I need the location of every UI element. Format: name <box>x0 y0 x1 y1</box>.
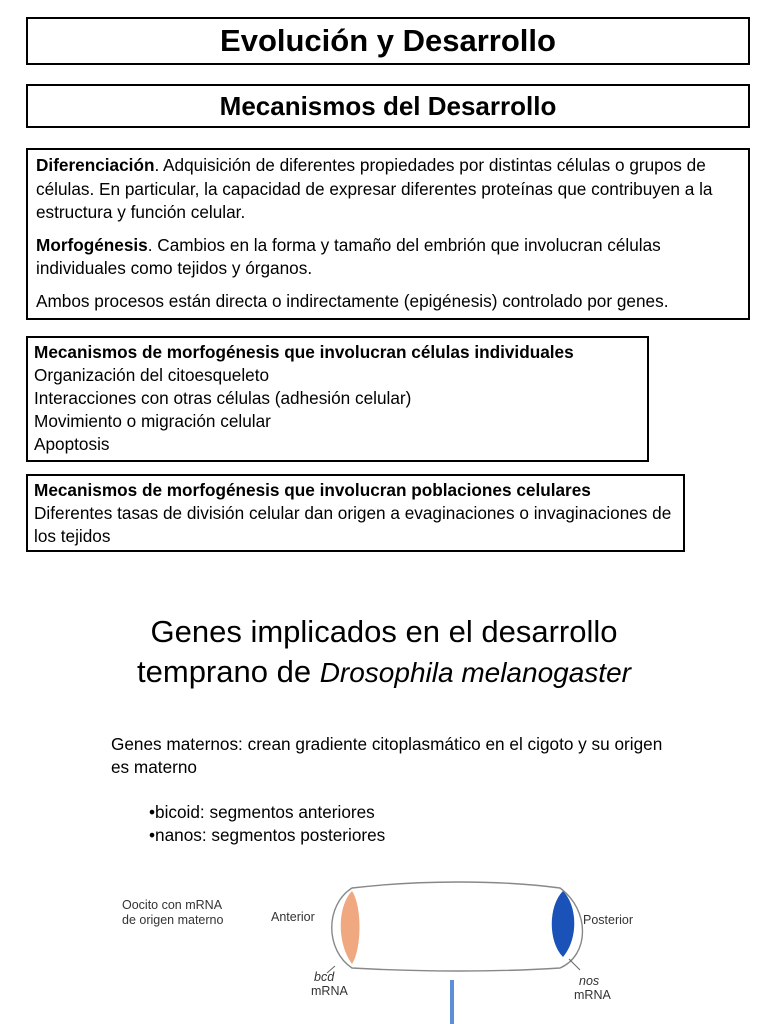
list-item: •nanos: segmentos posteriores <box>149 825 386 845</box>
nos-pointer <box>569 959 580 970</box>
maternal-genes-text: Genes maternos: crean gradiente citoplasmático en el cigoto y su origen es materno <box>111 734 663 777</box>
bcd-mrna-region <box>341 891 360 964</box>
bcd-label: bcd <box>314 970 335 984</box>
genes-title-prefix: temprano de <box>137 654 320 689</box>
anterior-label: Anterior <box>271 910 315 924</box>
oocyte-label-line1: Oocito con mRNA <box>122 898 223 912</box>
bcd-mrna-label: mRNA <box>311 984 348 998</box>
diferenciacion-term: Diferenciación <box>36 155 155 175</box>
morfogenesis-text: . Cambios en la forma y tamaño del embrión que involucran células individuales como tejidos y órganos. <box>36 234 661 278</box>
main-title: Evolución y Desarrollo <box>220 23 556 58</box>
main-title-box <box>26 17 750 65</box>
genes-title-line1: Genes implicados en el desarrollo <box>150 614 618 649</box>
oocyte-outline <box>332 882 583 971</box>
individual-cells-heading: Mecanismos de morfogénesis que involucran células individuales <box>34 342 574 362</box>
diferenciacion-paragraph <box>36 154 740 225</box>
nos-mrna-region <box>552 891 575 957</box>
definitions-box <box>26 148 750 320</box>
diferenciacion-text: . Adquisición de diferentes propiedades por distintas células o grupos de células. En particular, la capacidad de expresar diferentes proteínas que contribuyen a la estructura y función celular. <box>36 155 713 222</box>
nos-label: nos <box>579 974 600 988</box>
list-item: •bicoid: segmentos anteriores <box>149 802 375 822</box>
list-item: Organización del citoesqueleto <box>34 365 270 385</box>
individual-cells-box <box>26 336 649 462</box>
cell-populations-heading: Mecanismos de morfogénesis que involucran poblaciones celulares <box>34 480 591 500</box>
oocyte-label-line2: de origen materno <box>122 913 224 927</box>
list-item: Interacciones con otras células (adhesión celular) <box>34 388 412 408</box>
posterior-label: Posterior <box>583 913 634 927</box>
gene-bullet-list <box>149 801 385 847</box>
morfogenesis-term: Morfogénesis <box>36 234 148 255</box>
oocyte-diagram <box>0 860 768 1024</box>
genes-title <box>0 612 768 693</box>
cell-populations-box <box>26 474 685 552</box>
section-title: Mecanismos del Desarrollo <box>219 90 557 121</box>
ambos-paragraph: Ambos procesos están directa o indirectamente (epigénesis) controlado por genes. <box>36 290 669 311</box>
cell-populations-text: Diferentes tasas de división celular dan origen a evaginaciones o invaginaciones de los tejidos <box>34 503 672 546</box>
species-name: Drosophila melanogaster <box>319 657 631 688</box>
down-arrow-shaft <box>450 980 454 1024</box>
section-title-box <box>26 84 750 128</box>
list-item: Movimiento o migración celular <box>34 411 271 431</box>
nos-mrna-label: mRNA <box>574 988 611 1002</box>
list-item: Apoptosis <box>34 434 110 454</box>
morfogenesis-paragraph <box>36 234 740 281</box>
genes-title-line2 <box>0 652 768 693</box>
